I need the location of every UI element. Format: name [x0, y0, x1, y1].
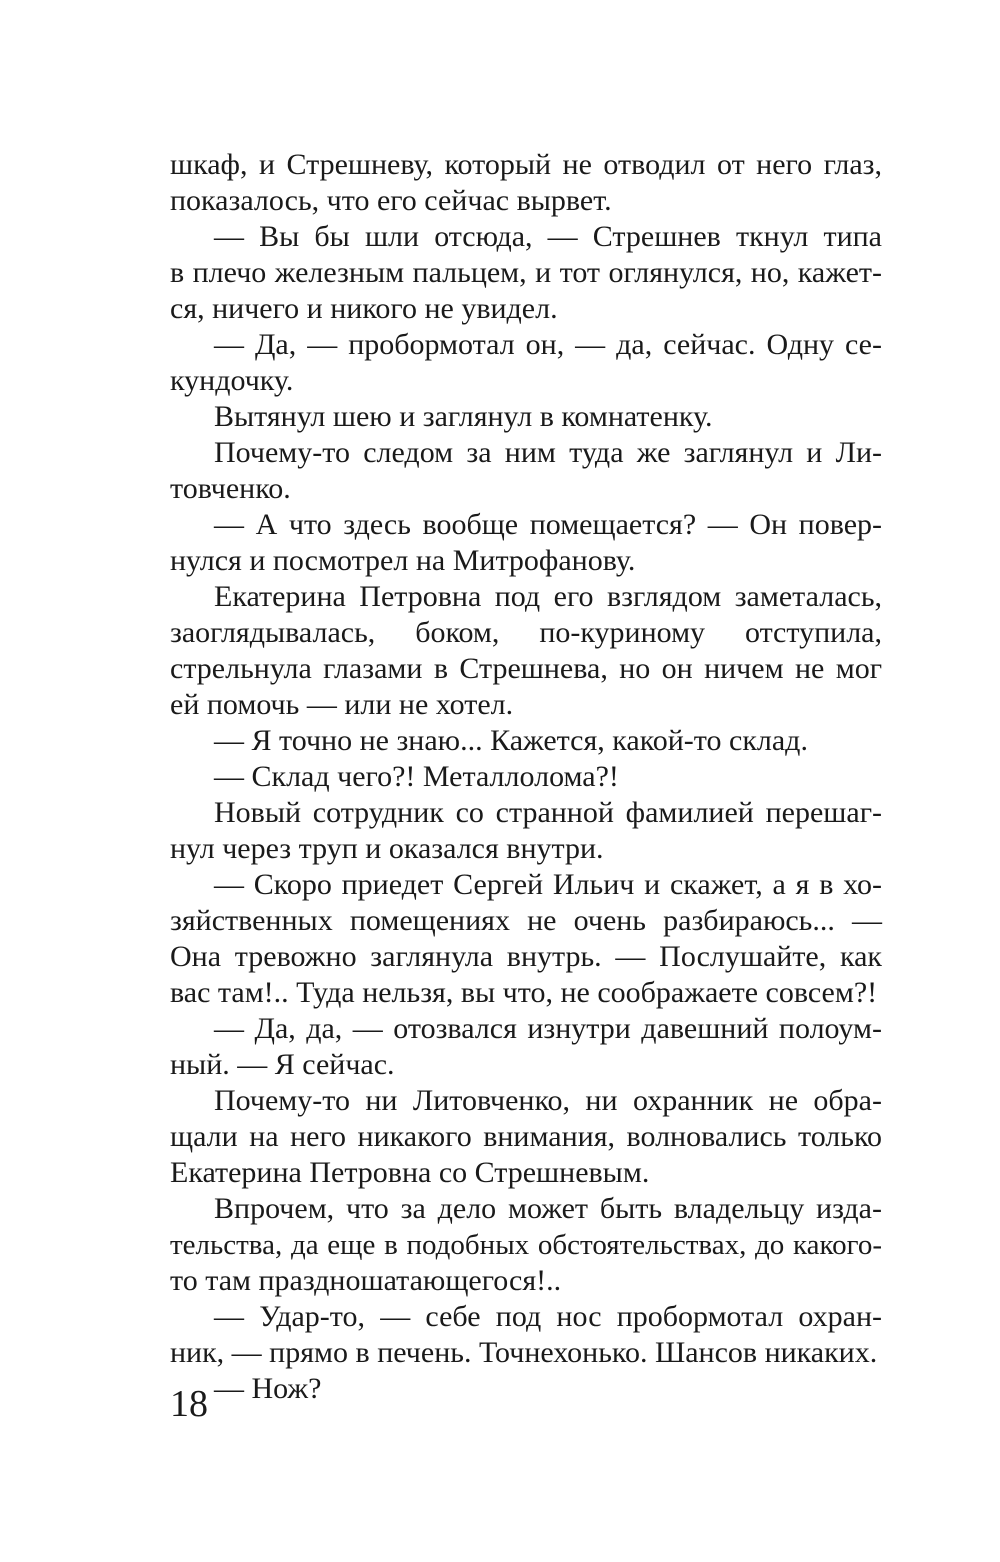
- text-line: тельства, да еще в подобных обстоятельствах, до какого-: [170, 1229, 882, 1261]
- text-line: — Скоро приедет Сергей Ильич и скажет, а я в хо-: [214, 868, 882, 901]
- text-line: шкаф, и Стрешневу, который не отводил от него глаз,: [170, 148, 882, 181]
- text-line: ся, ничего и никого не увидел.: [170, 292, 558, 325]
- text-line: Вытянул шею и заглянул в комнатенку.: [214, 400, 713, 433]
- text-line: зяйственных помещениях не очень разбираюсь... —: [170, 904, 882, 937]
- text-line: Впрочем, что за дело может быть владельцу изда-: [214, 1192, 882, 1225]
- text-line: Почему-то ни Литовченко, ни охранник не обра-: [214, 1084, 882, 1117]
- text-line: в плечо железным пальцем, и тот оглянулся, но, кажет-: [170, 256, 882, 289]
- text-line: Почему-то следом за ним туда же заглянул и Ли-: [214, 436, 882, 469]
- text-line: Новый сотрудник со странной фамилией перешаг-: [214, 796, 882, 829]
- text-line: ей помочь — или не хотел.: [170, 688, 514, 721]
- text-line: нулся и посмотрел на Митрофанову.: [170, 544, 636, 577]
- text-line: показалось, что его сейчас вырвет.: [170, 184, 612, 217]
- text-line: — Удар-то, — себе под нос пробормотал охран-: [214, 1300, 882, 1333]
- text-line: — Я точно не знаю... Кажется, какой-то склад.: [214, 724, 808, 757]
- page-number: 18: [170, 1383, 208, 1425]
- text-line: то там праздношатающегося!..: [170, 1264, 562, 1297]
- text-line: товченко.: [170, 472, 291, 505]
- text-line: стрельнула глазами в Стрешнева, но он ничем не мог: [170, 652, 882, 685]
- text-line: — А что здесь вообще помещается? — Он повер-: [214, 508, 882, 541]
- text-line: — Вы бы шли отсюда, — Стрешнев ткнул типа: [214, 220, 882, 253]
- text-line: вас там!.. Туда нельзя, вы что, не соображаете совсем?!: [170, 976, 878, 1009]
- text-line: Екатерина Петровна под его взглядом заметалась,: [214, 580, 882, 613]
- text-line: — Да, — пробормотал он, — да, сейчас. Одну се-: [214, 328, 882, 361]
- text-line: ный. — Я сейчас.: [170, 1048, 395, 1081]
- text-line: нул через труп и оказался внутри.: [170, 832, 604, 865]
- text-line: — Нож?: [214, 1372, 322, 1405]
- page-body-text: [170, 147, 882, 1407]
- text-line: — Да, да, — отозвался изнутри давешний полоум-: [214, 1012, 882, 1045]
- text-line: Она тревожно заглянула внутрь. — Послушайте, как: [170, 940, 882, 973]
- text-line: — Склад чего?! Металлолома?!: [214, 760, 619, 793]
- text-line: Екатерина Петровна со Стрешневым.: [170, 1156, 650, 1189]
- text-line: заоглядывалась, боком, по-куриному отступила,: [170, 616, 882, 649]
- text-line: кундочку.: [170, 364, 294, 397]
- text-line: щали на него никакого внимания, волновались только: [170, 1120, 882, 1153]
- text-line: ник, — прямо в печень. Точнехонько. Шансов никаких.: [170, 1336, 878, 1369]
